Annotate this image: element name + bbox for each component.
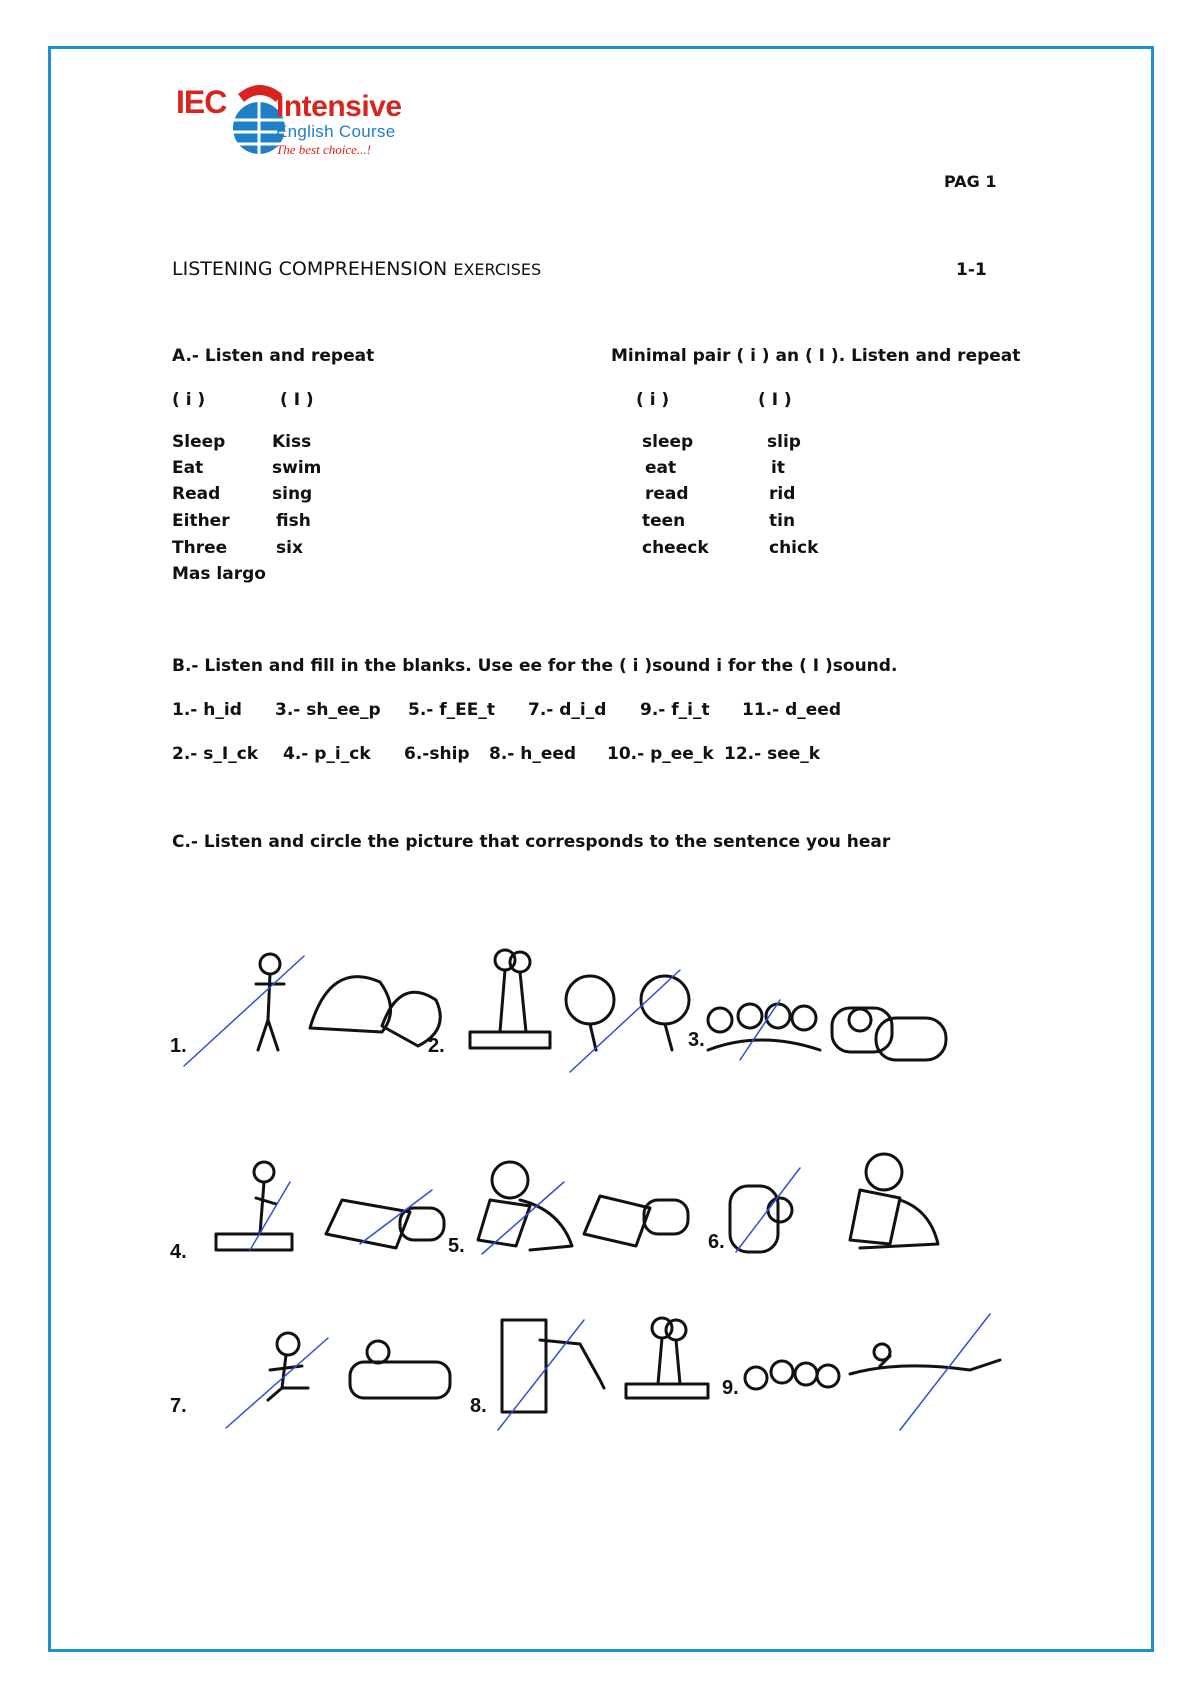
section-b-heading: B.- Listen and fill in the blanks. Use ee for the ( i )sound i for the ( I )sound. <box>172 656 898 676</box>
picture-girl-running[interactable] <box>268 1333 308 1400</box>
page-label: PAG 1 <box>944 172 997 191</box>
picture-couple-dancing[interactable] <box>470 950 550 1048</box>
picture-number: 5. <box>448 1235 465 1257</box>
picture-couple-kissing[interactable] <box>310 977 440 1046</box>
blank-item: 11.- d_eed <box>742 700 841 720</box>
blank-item: 8.- h_eed <box>489 744 577 764</box>
logo-intensive-text: Intensive <box>276 90 402 123</box>
picture-number: 1. <box>170 1035 187 1057</box>
picture-group-faces[interactable] <box>745 1361 839 1389</box>
minimal-pair-heading: Minimal pair ( i ) an ( I ). Listen and repeat <box>611 346 1021 366</box>
pair-word-I: chick <box>769 538 819 558</box>
word-i: Sleep <box>172 432 226 452</box>
picture-two-faces[interactable] <box>566 976 689 1050</box>
title-main: LISTENING COMPREHENSION <box>172 258 448 280</box>
blank-item: 10.- p_ee_k <box>607 744 714 764</box>
picture-number: 3. <box>688 1029 705 1051</box>
picture-group-singing[interactable] <box>708 1004 820 1050</box>
word-I: sing <box>272 484 313 504</box>
picture-person-reaching-door[interactable] <box>502 1320 604 1412</box>
picture-number: 4. <box>170 1241 187 1263</box>
answer-strokes <box>226 1314 990 1430</box>
pair-word-I: tin <box>769 511 796 531</box>
title-suffix: EXERCISES <box>453 260 542 279</box>
picture-person-sleeping[interactable] <box>832 1008 946 1060</box>
pair-word-i: cheeck <box>642 538 709 558</box>
picture-hand-writing[interactable] <box>326 1200 444 1248</box>
pair-word-I: rid <box>769 484 796 504</box>
blank-item: 1.- h_id <box>172 700 242 720</box>
minimal-pair-col-I-header: ( I ) <box>758 390 792 410</box>
picture-person-walking[interactable] <box>216 1162 292 1250</box>
picture-man-reading[interactable] <box>478 1162 572 1250</box>
pair-word-i: sleep <box>642 432 694 452</box>
iec-logo <box>176 76 416 168</box>
pair-word-I: it <box>771 458 785 478</box>
pair-word-i: eat <box>645 458 677 478</box>
picture-number: 9. <box>722 1377 739 1399</box>
page-title <box>172 258 541 280</box>
minimal-pair-col-i-header: ( i ) <box>636 390 670 410</box>
picture-exercise <box>160 900 1100 1460</box>
word-I: six <box>276 538 303 558</box>
blank-item: 3.- sh_ee_p <box>275 700 381 720</box>
word-I: fish <box>276 511 311 531</box>
picture-grid <box>160 900 1100 1460</box>
section-a-col-i-header: ( i ) <box>172 390 206 410</box>
picture-man-dancing[interactable] <box>256 954 284 1050</box>
word-i: Either <box>172 511 230 531</box>
picture-couple-standing[interactable] <box>626 1318 708 1398</box>
section-a-extra: Mas largo <box>172 564 266 584</box>
section-a-heading: A.- Listen and repeat <box>172 346 375 366</box>
pair-word-i: read <box>645 484 689 504</box>
pair-word-i: teen <box>642 511 686 531</box>
picture-man-reading-book[interactable] <box>850 1154 938 1248</box>
picture-number: 8. <box>470 1395 487 1417</box>
picture-number: 2. <box>428 1035 445 1057</box>
section-a-col-I-header: ( I ) <box>280 390 314 410</box>
exercise-number: 1-1 <box>956 260 987 280</box>
word-i: Read <box>172 484 221 504</box>
blank-item: 2.- s_I_ck <box>172 744 259 764</box>
picture-couple-on-sofa[interactable] <box>350 1341 450 1398</box>
word-i: Eat <box>172 458 204 478</box>
blank-item: 5.- f_EE_t <box>408 700 496 720</box>
picture-number: 6. <box>708 1231 725 1253</box>
logo-tagline: The best choice...! <box>276 142 371 157</box>
picture-hand-writing-2[interactable] <box>584 1196 688 1246</box>
word-I: Kiss <box>272 432 312 452</box>
blank-item: 4.- p_i_ck <box>283 744 371 764</box>
blank-item: 9.- f_i_t <box>640 700 710 720</box>
picture-person-swimming[interactable] <box>850 1344 1000 1374</box>
blank-item: 7.- d_i_d <box>528 700 607 720</box>
blank-item: 6.-ship <box>404 744 470 764</box>
word-i: Three <box>172 538 228 558</box>
section-c-heading: C.- Listen and circle the picture that corresponds to the sentence you hear <box>172 832 891 852</box>
word-I: swim <box>272 458 322 478</box>
blank-item: 12.- see_k <box>724 744 821 764</box>
logo-english-text: English Course <box>276 122 396 141</box>
picture-number: 7. <box>170 1395 187 1417</box>
logo-iec-text: IEC <box>176 84 227 120</box>
pair-word-I: slip <box>767 432 801 452</box>
